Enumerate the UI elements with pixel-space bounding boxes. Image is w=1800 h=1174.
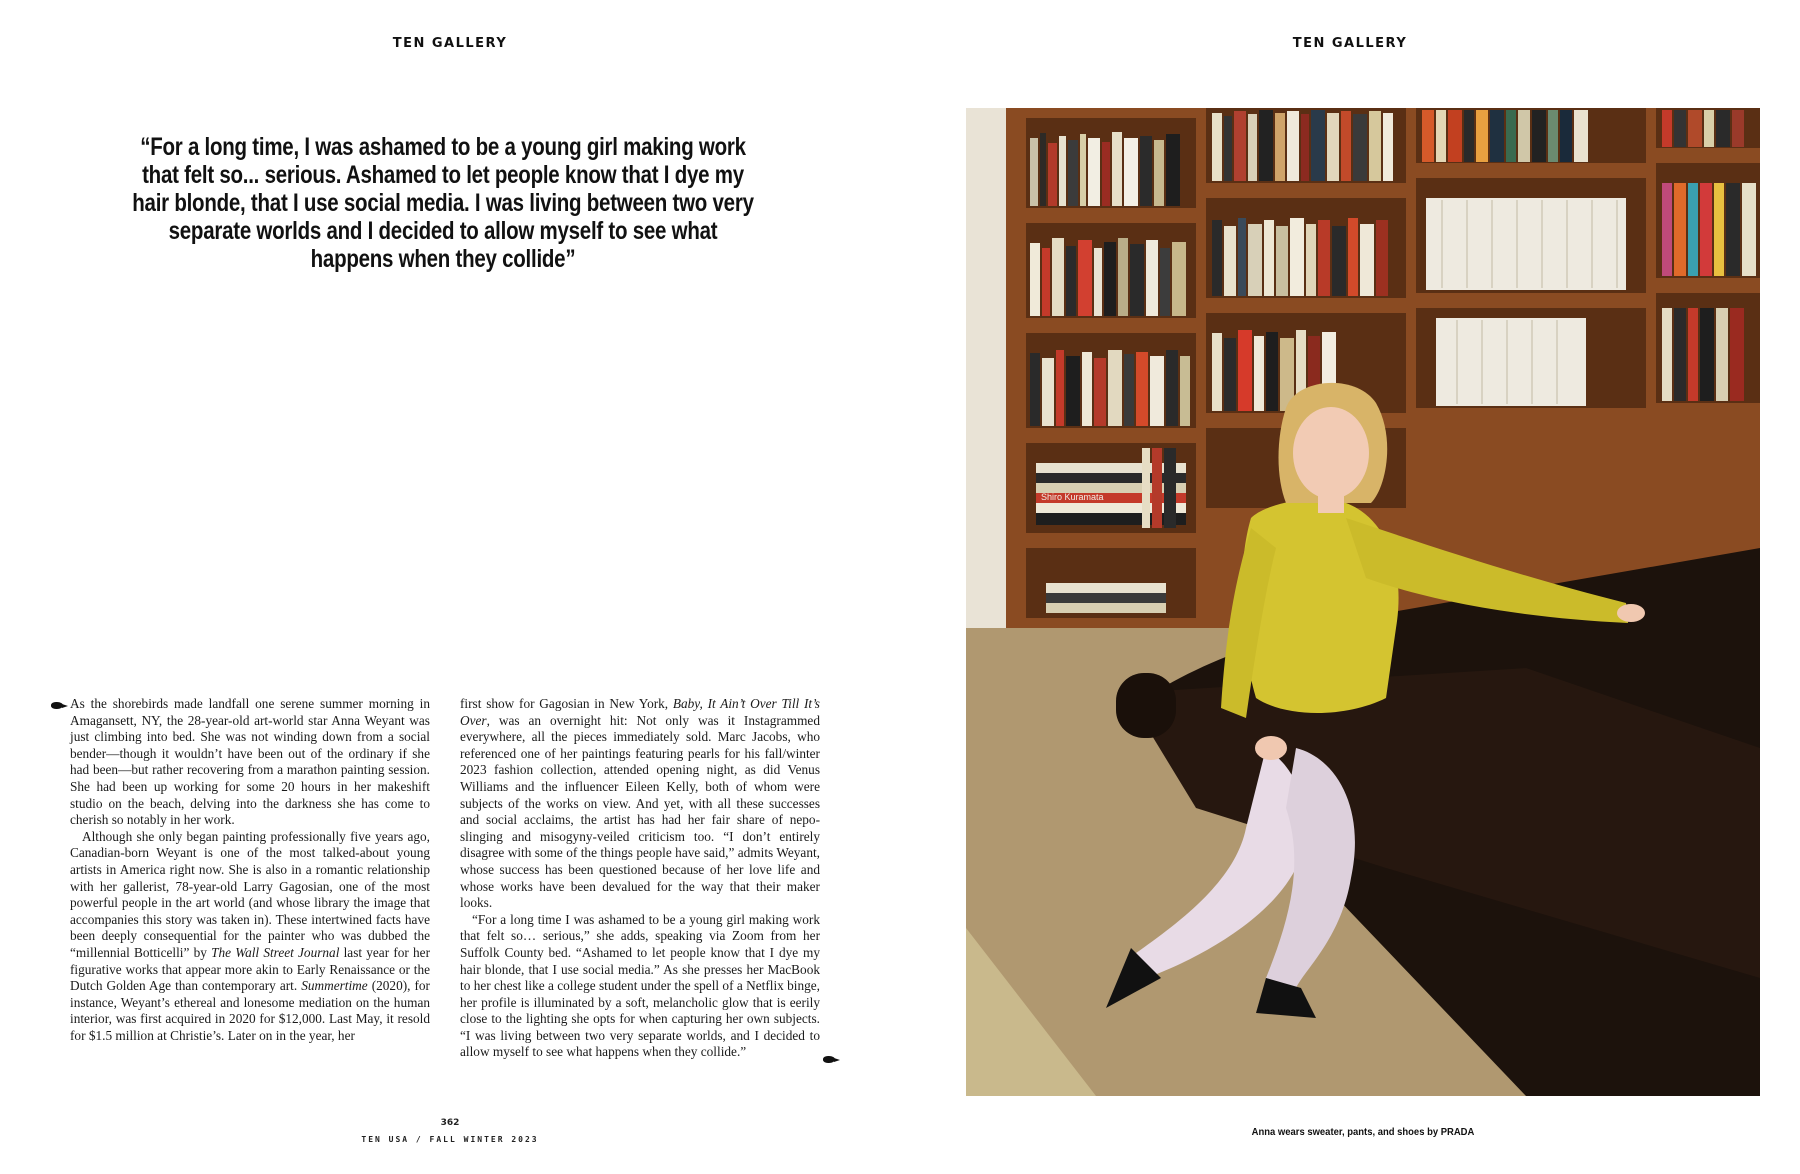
paragraph: “For a long time I was ashamed to be a young girl making work that felt so… serious,” she adds, speaking via Zoom from her Suffolk County bed. “Ashamed to let people know that I dye my hair blonde, that I use social media.” As she presses her MacBook to her chest like a college student under the spell of a Netflix binge, her profile is illuminated by a soft, melancholic glow that is eerily close to the lighting she opts for when capturing her own subjects. “I was living between two very separate worlds, and I decided to allow myself to see what happens when they collide.” [460, 911, 820, 1060]
body-column-1 [70, 696, 430, 1044]
paragraph [70, 829, 430, 1045]
text-run: Although she only began painting professionally five years ago, Canadian-born Weyant is one of the most talked-about young artists in America right now. She is also in a romantic relationship with her gallerist, 78-year-old Larry Gagosian, one of the most powerful people in the art world (and whose library the image that accompanies this story was taken in). These intertwined facts have been deeply consequential for the painter who was dubbed the “millennial Botticelli” by [70, 828, 430, 960]
text-run: , was an overnight hit: Not only was it Instagrammed everywhere, all the pieces immediately sold. Marc Jacobs, who referenced one of her paintings featuring pearls for his fall/winter 2023 fashion collection, attended opening night, as did Venus Williams and the influencer Eileen Kelly, both of whom were subjects of the works on view. And yet, with all these successes and social acclaims, the artist has had her fair share of nepo-slinging and misogyny-veiled criticism too. “I don’t entirely disagree with some of the things people have said,” admits Weyant, whose success has been questioned because of her love life and whose works have been devalued for the way that their maker looks. [460, 712, 820, 911]
story-start-marker-icon [51, 702, 63, 709]
story-end-marker-icon [823, 1056, 835, 1063]
text-run: last year for her figurative works that appear more akin to Early Renaissance or the Dutch Golden Age than contemporary art. [70, 944, 431, 994]
photo-illustration [966, 108, 1760, 1096]
running-head: TEN GALLERY [392, 36, 508, 51]
photo-caption: Anna wears sweater, pants, and shoes by PRADA [1251, 1126, 1475, 1138]
text-run: (2020), for instance, Weyant’s ethereal and lonesome mediation on the human interior, was first acquired in 2020 for $12,000. Last May, it resold for $1.5 million at Christie’s. Later on in the year, her [70, 978, 430, 1043]
pull-quote: “For a long time, I was ashamed to be a young girl making work that felt so... serious. Ashamed to let people know that I dye my hair blonde, that I use social media. I was living between two very separate worlds and I decided to allow myself to see what happens when they collide” [132, 133, 754, 273]
paragraph: As the shorebirds made landfall one serene summer morning in Amagansett, NY, the 28-year-old art-world star Anna Weyant was just climbing into bed. She was not winding down from a social bender—though it wouldn’t have been out of the ordinary if she had been—but rather recovering from a marathon painting session. She had been up working for some 20 hours in her makeshift studio on the beach, delving into the darkness she has come to cherish so notably in her work. [70, 696, 430, 828]
publication-title: The Wall Street Journal [211, 944, 340, 960]
portrait-photo [966, 108, 1760, 1096]
page-number: 362 [440, 1118, 460, 1128]
text-run: first show for Gagosian in New York, [460, 696, 673, 711]
artwork-title: Summertime [301, 978, 368, 994]
book-label: Shiro Kuramata [1041, 492, 1104, 502]
running-head: TEN GALLERY [1292, 36, 1408, 51]
body-column-2 [460, 696, 820, 1061]
show-title: Baby, It Ain’t Over Till It’s Over [460, 696, 820, 728]
paragraph [460, 696, 820, 912]
issue-line: TEN USA / FALL WINTER 2023 [361, 1135, 539, 1144]
